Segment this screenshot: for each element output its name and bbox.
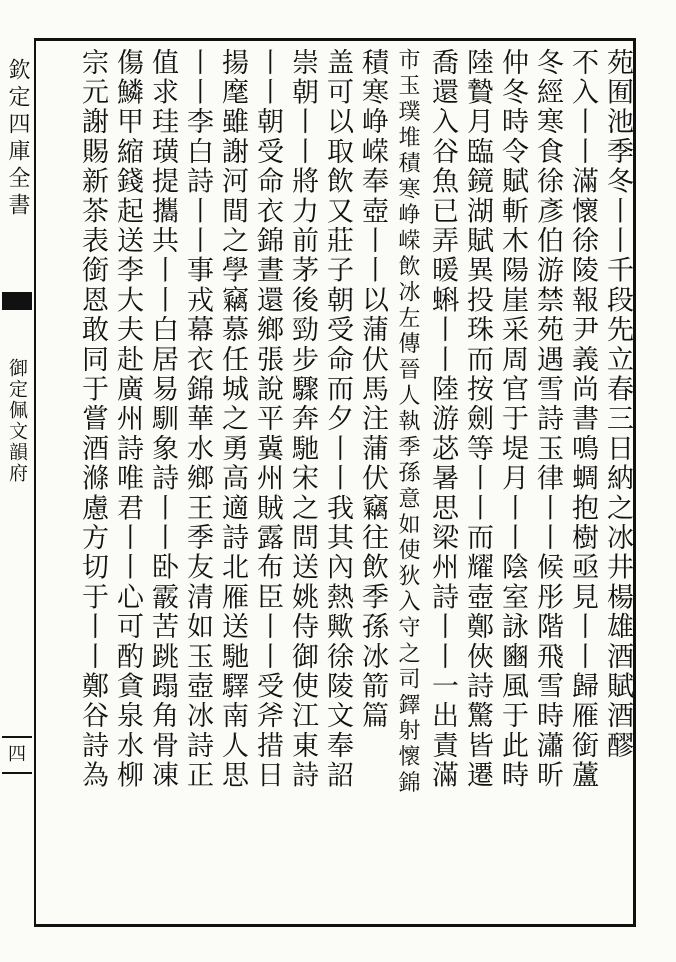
text-column-10: 崇朝丨丨將力前茅後勁步驟奔馳宋之問送姚侍御使江東詩 <box>287 48 318 791</box>
text-body <box>60 40 634 925</box>
text-column-2: 不入丨丨滿懷徐陵報尹義尚書鳴蜩抱樹亟見丨丨歸雁銜蘆 <box>567 48 598 791</box>
book-title: 欽定四庫全書 <box>5 58 30 220</box>
page-number: 四 <box>8 744 26 765</box>
volume-title: 御定佩文韻府 <box>6 358 28 484</box>
text-column-1: 苑囿池季冬丨丨千段先立春三日納之冰井楊雄酒賦酒醪 <box>602 48 633 761</box>
text-column-7: 市玉璞堆積寒峥嵘飲冰左傳晉人執季孫意如使狄入守之司鐸射懷錦 <box>395 48 420 797</box>
text-column-15: 傷鱗甲縮錢起送李大夫赴廣州詩唯君丨丨心可酌貪泉水柳 <box>112 48 143 791</box>
text-column-8: 積寒峥嵘奉壺丨丨以蒲伏馬注蒲伏竊往飲季孫冰箭篇 <box>357 48 388 732</box>
text-column-13: 丨丨李白詩丨丨事戎幕衣錦華水鄉王季友清如玉壺冰詩正 <box>182 48 213 791</box>
text-column-11: 丨丨朝受命衣錦晝還鄉張說平冀州賊露布臣丨丨受斧措日 <box>252 48 283 791</box>
text-column-4: 仲冬時令賦斬木陽崖采周官于堤月丨丨陰室詠豳風于此時 <box>497 48 528 791</box>
text-column-14: 值求珪璜提攜共丨丨白居易馴象詩丨丨卧霰苦跳蹋角骨凍 <box>147 48 178 791</box>
text-column-5: 陸贄月臨鏡湖賦異投珠而按劍等丨丨而耀壺鄭俠詩驚皆遷 <box>462 48 493 791</box>
page-number-upper-rule <box>2 736 32 738</box>
page-gutter <box>0 40 34 925</box>
page-number-lower-rule <box>2 772 32 774</box>
text-column-3: 冬經寒食徐彥伯游禁苑遇雪詩玉律丨丨候彤階飛雪時瀟昕 <box>532 48 563 791</box>
gutter-divider-rule <box>34 38 36 927</box>
text-column-6: 喬還入谷魚已弄暖蝌丨丨陸游苾暑思梁州詩丨丨一出責滿 <box>427 48 458 791</box>
text-column-12: 揚麾雖謝河間之學竊慕任城之勇高適詩北雁送馳驛南人思 <box>217 48 248 791</box>
text-column-9: 盖可以取飲又莊子朝受命而夕丨丨我其內熱歟徐陵文奉詔 <box>322 48 353 791</box>
fishtail-mark <box>2 292 32 310</box>
text-column-16: 宗元謝賜新茶表銜恩敢同于嘗酒滌慮方切于丨丨鄭谷詩為 <box>77 48 108 791</box>
